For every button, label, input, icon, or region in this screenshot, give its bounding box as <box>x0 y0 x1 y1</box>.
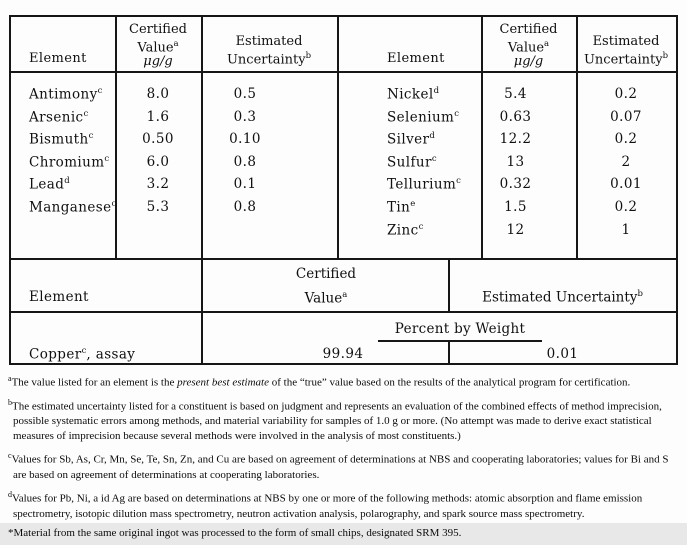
left-element-table <box>11 71 337 222</box>
uncertainty-cell: 0.8 <box>233 198 257 215</box>
footnote-b: $^b$The estimated uncertainty listed for a constituent is based on judgment and represents an evaluation of the combined effects of method imprecision, possible systematic errors among methods, and material variability for samples of 1.0 g or more. (No attempt was made to derive exact statistical measures of imprecision because several methods were involved in the analysis of most constituents.) <box>8 397 662 443</box>
uncertainty-cell: 0.2 <box>614 131 638 148</box>
element-column-header: Element <box>29 51 87 66</box>
certified-value-cell: 99.94 <box>322 346 364 362</box>
uncertainty-cell: 0.10 <box>229 131 261 148</box>
certified-value-cell: 8.0 <box>146 86 170 102</box>
certified-values-table <box>9 15 678 365</box>
certified-value-cell: 0.63 <box>499 108 532 125</box>
certified-value-cell: 5.3 <box>146 198 170 215</box>
top-table-header-row <box>11 17 676 71</box>
copper-assay-row <box>11 346 676 363</box>
element-cell: Silver$^d$ <box>387 131 435 148</box>
element-cell: Antimony$^c$ <box>29 86 103 103</box>
uncertainty-column-header: Estimated Uncertainty$^b$ <box>583 33 669 67</box>
uncertainty-column-header: Estimated Uncertainty$^b$ <box>226 33 312 67</box>
certified-value-column-header: Certified Value$^a$ μg/g <box>499 22 558 70</box>
element-cell: Nickel$^d$ <box>387 86 440 103</box>
footnote-star: *Material from the same original ingot was processed to the form of small chips, designated SRM 395. <box>8 526 462 539</box>
certified-value-cell: 12.2 <box>499 131 532 148</box>
certified-value-cell: 12 <box>506 221 525 238</box>
certified-value-cell: 1.5 <box>504 198 527 215</box>
uncertainty-cell: 1 <box>621 221 631 238</box>
certified-value-cell: 3.2 <box>146 176 170 193</box>
uncertainty-cell: 0.2 <box>614 86 638 102</box>
uncertainty-cell: 0.07 <box>610 108 642 125</box>
element-column-header: Element <box>29 289 89 305</box>
certified-value-cell: 0.32 <box>499 176 532 193</box>
uncertainty-cell: 0.2 <box>614 198 638 215</box>
element-cell: Bismuth$^c$ <box>29 131 94 148</box>
certified-value-cell: 5.4 <box>504 86 527 102</box>
uncertainty-cell: 0.8 <box>233 153 257 170</box>
unit-label: μg/g <box>513 54 544 70</box>
uncertainty-cell: 0.1 <box>233 176 257 193</box>
element-cell: Manganese$^c$ <box>29 198 117 216</box>
uncertainty-column-header: Estimated Uncertainty$^b$ <box>482 288 643 305</box>
certified-value-column-header: Certified Value$^a$ <box>295 266 357 306</box>
footnote-c: $^c$Values for Sb, As, Cr, Mn, Se, Te, Sn, Zn, and Cu are based on agreement of determinations at NBS and cooperating laboratories; values for Bi and S are based on agreement of determinations at cooperating laboratories. <box>8 451 669 481</box>
element-cell: Tellurium$^c$ <box>387 176 461 193</box>
certified-value-column-header: Certified Value$^a$ μg/g <box>129 22 187 70</box>
percent-by-weight-label: Percent by Weight <box>378 320 542 342</box>
uncertainty-cell: 0.3 <box>233 108 257 125</box>
certified-value-cell: 6.0 <box>146 153 170 170</box>
certified-value-cell: 1.6 <box>146 108 170 125</box>
right-element-table <box>337 71 676 244</box>
element-cell: Selenium$^c$ <box>387 108 460 126</box>
element-cell: Lead$^d$ <box>29 176 70 193</box>
assay-header-row <box>11 258 676 311</box>
element-cell: Tin$^e$ <box>387 198 416 216</box>
element-cell: Arsenic$^c$ <box>29 108 89 126</box>
unit-label: μg/g <box>143 54 173 70</box>
uncertainty-cell: 0.5 <box>233 86 257 102</box>
footnote-a: $^a$The value listed for an element is the present best estimate of the “true” value based on the results of the analytical program for certification. <box>8 374 631 389</box>
element-cell: Zinc$^c$ <box>387 221 424 239</box>
assay-header-separator <box>11 311 676 313</box>
uncertainty-cell: 0.01 <box>610 176 642 193</box>
element-cell: Sulfur$^c$ <box>387 153 437 171</box>
certified-value-cell: 0.50 <box>142 131 174 148</box>
certified-value-cell: 13 <box>506 153 525 170</box>
uncertainty-cell: 0.01 <box>546 346 579 362</box>
uncertainty-cell: 2 <box>621 153 631 170</box>
footnote-d: $^d$Values for Pb, Ni, a id Ag are based on determinations at NBS by one or more of the following methods: atomic absorption and flame emission spectrometry, isotopic dilution mass spectrometry, neutron activation analysis, polarography, and spark source mass spectrometry. <box>8 489 643 520</box>
element-column-header: Element <box>387 51 445 66</box>
footnotes <box>8 371 681 545</box>
element-cell: Chromium$^c$ <box>29 153 110 171</box>
element-cell: Copper$^c$, assay <box>29 346 136 363</box>
